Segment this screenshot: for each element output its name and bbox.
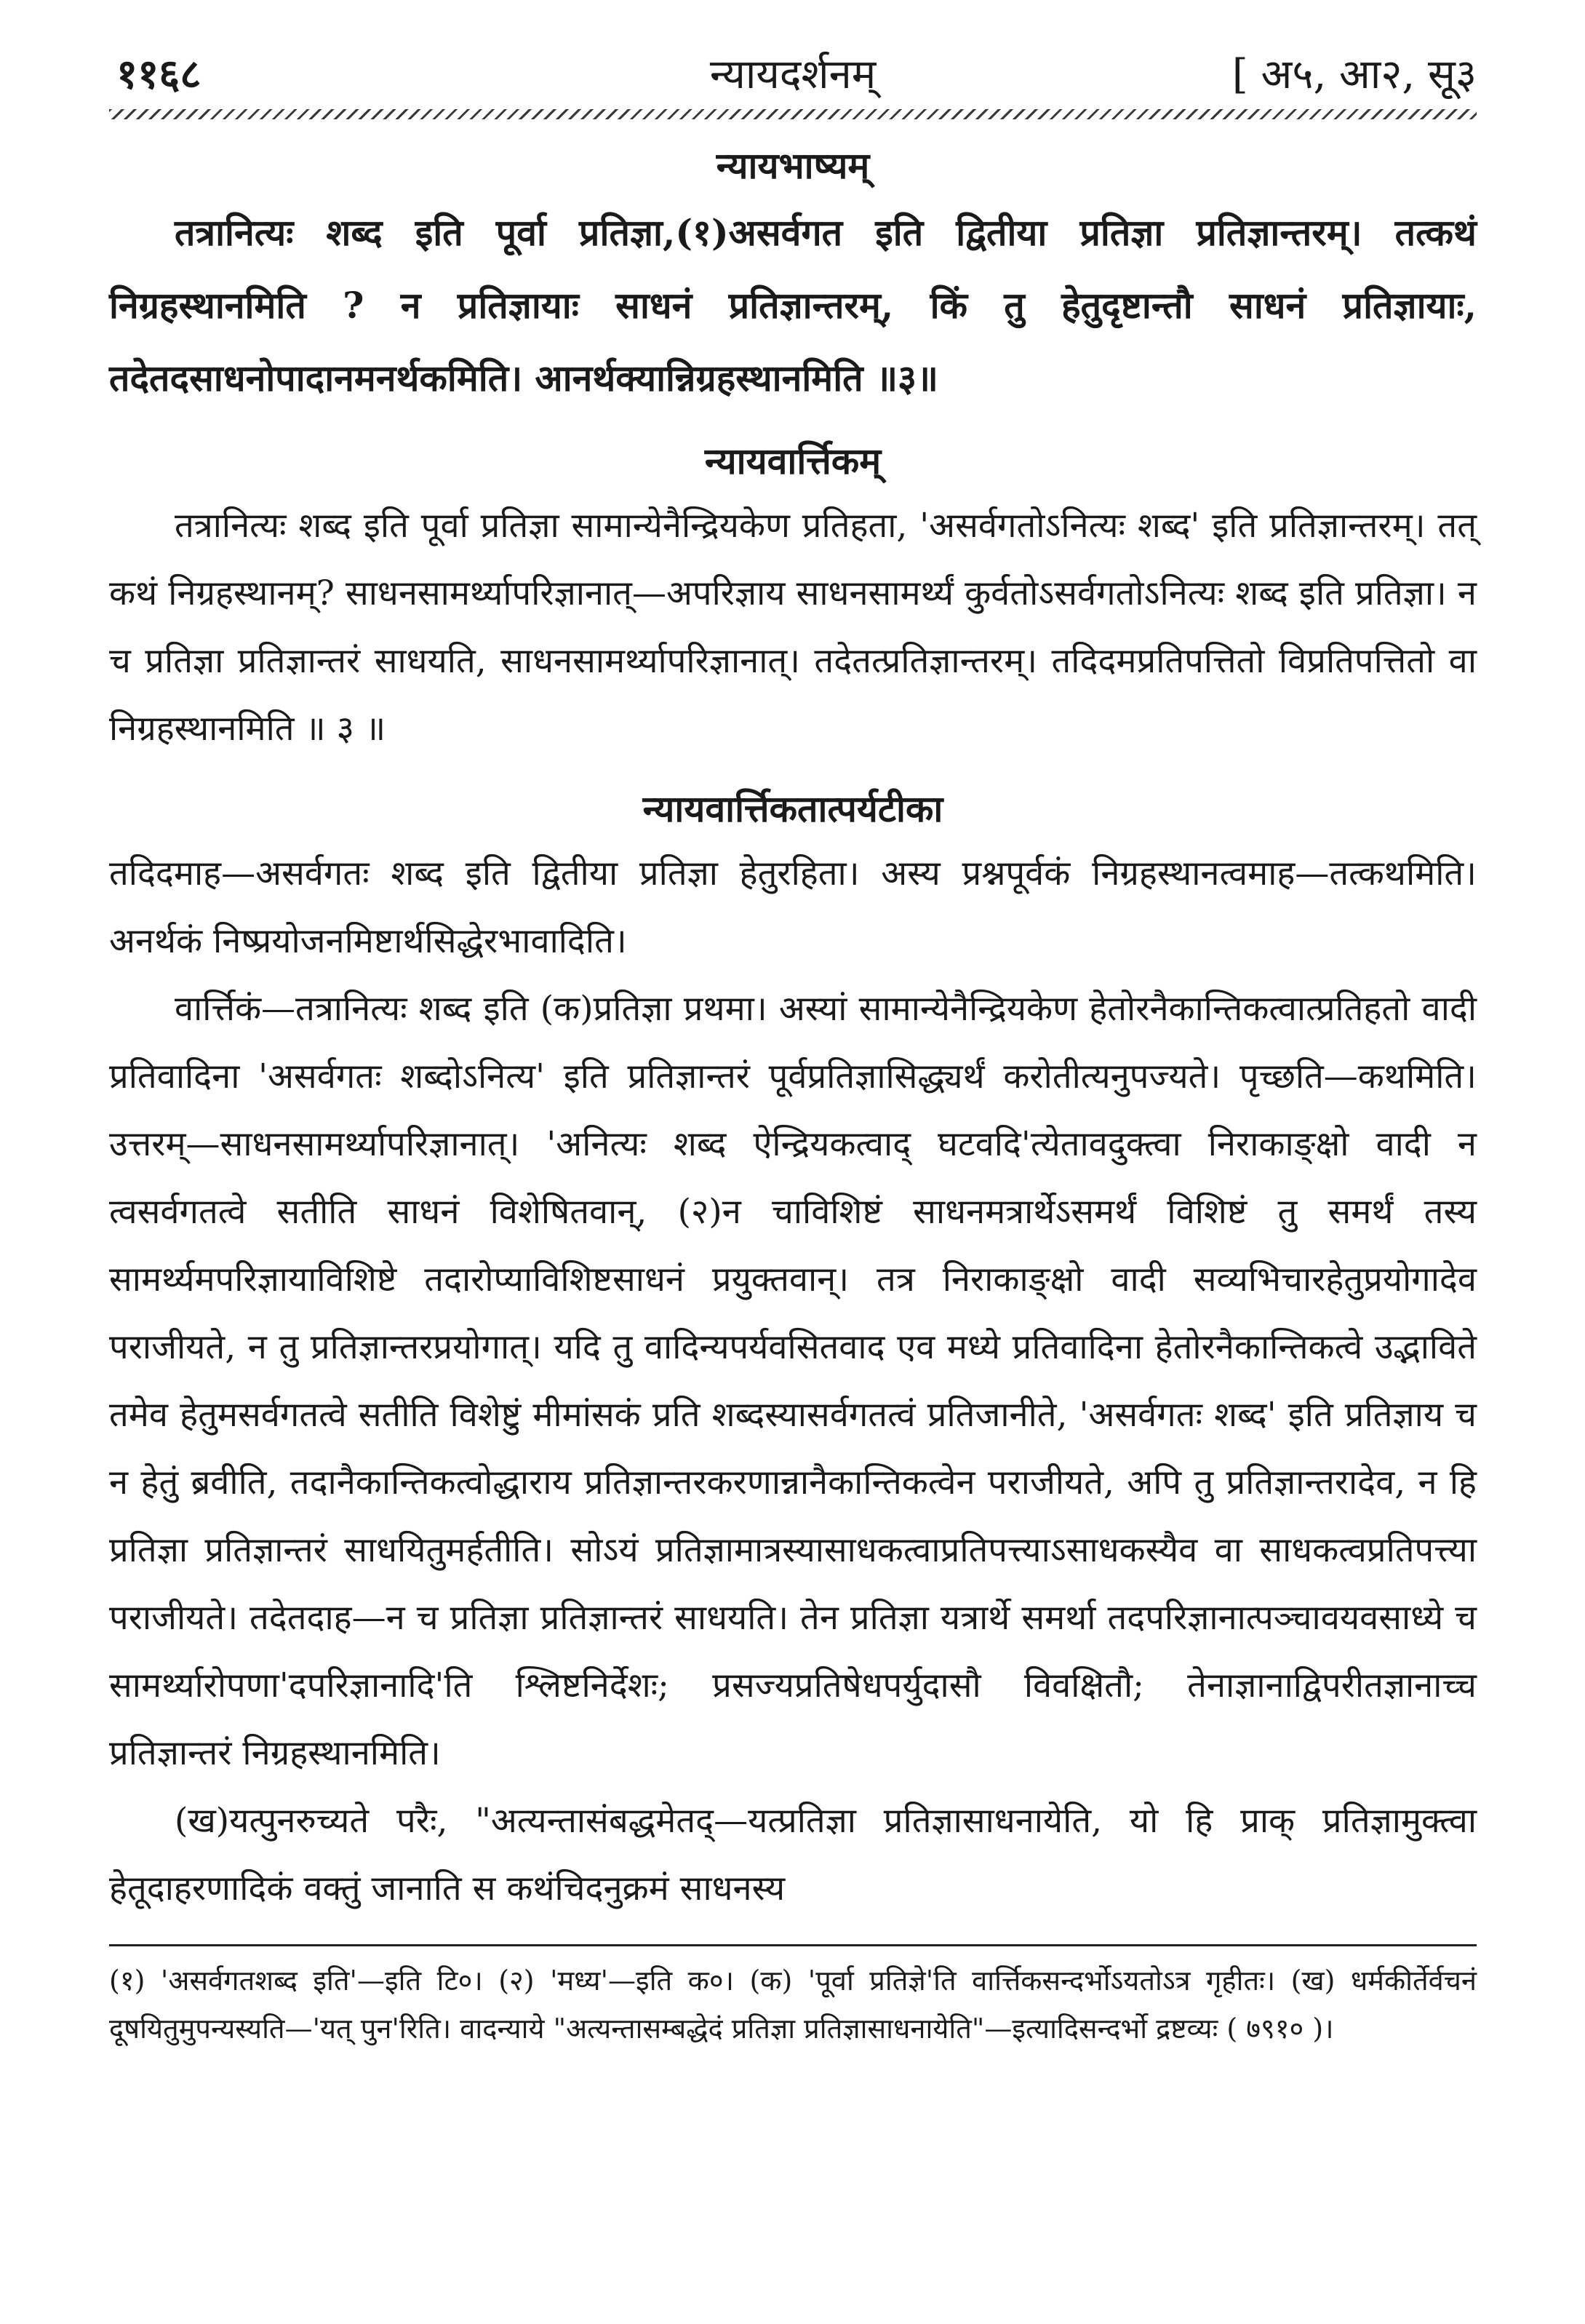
bhashya-paragraph: तत्रानित्यः शब्द इति पूर्वा प्रतिज्ञा,(१)असर्वगत इति द्वितीया प्रतिज्ञा प्रतिज्ञान्तरम्। तत्कथं निग्रहस्थानमिति ? न प्रतिज्ञायाः साधनं प्रतिज्ञान्तरम्, किं तु हेतुदृष्टान्तौ साधनं प्रतिज्ञायाः, तदेतदसाधनोपादानमनर्थकमिति। आनर्थक्यान्निग्रहस्थानमिति ॥३॥ bbox=[109, 211, 1477, 399]
section-title-tika: न्यायवार्त्तिकतात्पर्यटीका bbox=[642, 787, 943, 830]
page-number: ११६८ bbox=[116, 50, 201, 98]
tika-paragraph-1: तदिदमाह—असर्वगतः शब्द इति द्वितीया प्रतिज्ञा हेतुरहिता। अस्य प्रश्नपूर्वकं निग्रहस्थानत्वमाह—तत्कथमिति। अनर्थकं निष्प्रयोजनमिष्टार्थसिद्धेरभावादिति। bbox=[109, 853, 1477, 961]
tika-paragraph-3: (ख)यत्पुनरुच्यते परैः, "अत्यन्तासंबद्धमेतद्—यत्प्रतिज्ञा प्रतिज्ञासाधनायेति, यो हि प्राक् प्रतिज्ञामुक्त्वा हेतूदाहरणादिकं वक्तुं जानाति स कथंचिदनुक्रमं साधनस्य bbox=[109, 1801, 1477, 1909]
page-header bbox=[109, 29, 1477, 109]
header-divider bbox=[109, 109, 1477, 119]
varttika-paragraph: तत्रानित्यः शब्द इति पूर्वा प्रतिज्ञा सामान्येनैन्द्रियकेण प्रतिहता, 'असर्वगतोऽनित्यः शब्द' इति प्रतिज्ञान्तरम्। तत् कथं निग्रहस्थानम्? साधनसामर्थ्यापरिज्ञानात्—अपरिज्ञाय साधनसामर्थ्यं कुर्वतोऽसर्वगतोऽनित्यः शब्द इति प्रतिज्ञा। न च प्रतिज्ञा प्रतिज्ञान्तरं साधयति, साधनसामर्थ्यापरिज्ञानात्। तदेतत्प्रतिज्ञान्तरम्। तदिदमप्रतिपत्तितो विप्रतिपत्तितो वा निग्रहस्थानमिति ॥ ३ ॥ bbox=[109, 506, 1477, 749]
tika-paragraph-2: वार्त्तिकं—तत्रानित्यः शब्द इति (क)प्रतिज्ञा प्रथमा। अस्यां सामान्येनैन्द्रियकेण हेतोरनैकान्तिकत्वात्प्रतिहतो वादी प्रतिवादिना 'असर्वगतः शब्दोऽनित्य' इति प्रतिज्ञान्तरं पूर्वप्रतिज्ञासिद्ध्यर्थं करोतीत्यनुपज्यते। पृच्छति—कथमिति। उत्तरम्—साधनसामर्थ्यापरिज्ञानात्। 'अनित्यः शब्द ऐन्द्रियकत्वाद् घटवदि'त्येतावदुक्त्वा निराकाङ्क्षो वादी न त्वसर्वगतत्वे सतीति साधनं विशेषितवान्, (२)न चाविशिष्टं साधनमत्रार्थेऽसमर्थं विशिष्टं तु समर्थं तस्य सामर्थ्यमपरिज्ञायाविशिष्टे तदारोप्याविशिष्टसाधनं प्रयुक्तवान्। तत्र निराकाङ्क्षो वादी सव्यभिचारहेतुप्रयोगादेव पराजीयते, न तु प्रतिज्ञान्तरप्रयोगात्। यदि तु वादिन्यपर्यवसितवाद एव मध्ये प्रतिवादिना हेतोरनैकान्तिकत्वे उद्भाविते तमेव हेतुमसर्वगतत्वे सतीति विशेष्टुं मीमांसकं प्रति शब्दस्यासर्वगतत्वं प्रतिजानीते, 'असर्वगतः शब्द' इति प्रतिज्ञाय च न हेतुं ब्रवीति, तदानैकान्तिकत्वोद्धाराय प्रतिज्ञान्तरकरणान्नानैकान्तिकत्वेन पराजीयते, अपि तु प्रतिज्ञान्तरादेव, न हि प्रतिज्ञा प्रतिज्ञान्तरं साधयितुमर्हतीति। सोऽयं प्रतिज्ञामात्रस्यासाधकत्वाप्रतिपत्त्याऽसाधकस्यैव वा साधकत्वप्रतिपत्त्या पराजीयते। तदेतदाह—न च प्रतिज्ञा प्रतिज्ञान्तरं साधयति। तेन प्रतिज्ञा यत्रार्थे समर्था तदपरिज्ञानात्पञ्चावयवसाध्ये च सामर्थ्यारोपणा'दपरिज्ञानादि'ति श्लिष्टनिर्देशः; प्रसज्यप्रतिषेधपर्युदासौ विवक्षितौ; तेनाज्ञानाद्विपरीतज्ञानाच्च प्रतिज्ञान्तरं निग्रहस्थानमिति। bbox=[109, 989, 1477, 1773]
section-title-bhashya: न्यायभाष्यम् bbox=[716, 144, 870, 187]
footnotes: (१) 'असर्वगतशब्द इति'—इति टि०। (२) 'मध्य'—इति क०। (क) 'पूर्वा प्रतिज्ञे'ति वार्त्तिकसन्दर्भोऽयतोऽत्र गृहीतः। (ख) धर्मकीर्तेर्वचनं दूषयितुमुपन्यस्यति—'यत् पुन'रिति। वादन्याये "अत्यन्तासम्बद्धेदं प्रतिज्ञा प्रतिज्ञासाधनायेति"—इत्यादिसन्दर्भो द्रष्टव्यः ( ७९१० )। bbox=[109, 1965, 1477, 2045]
section-title-varttika: न्यायवार्त्तिकम् bbox=[704, 439, 882, 482]
page bbox=[109, 29, 1477, 2053]
section-reference: [ अ५, आ२, सू३ bbox=[1231, 51, 1477, 98]
running-title: न्यायदर्शनम् bbox=[709, 51, 877, 98]
